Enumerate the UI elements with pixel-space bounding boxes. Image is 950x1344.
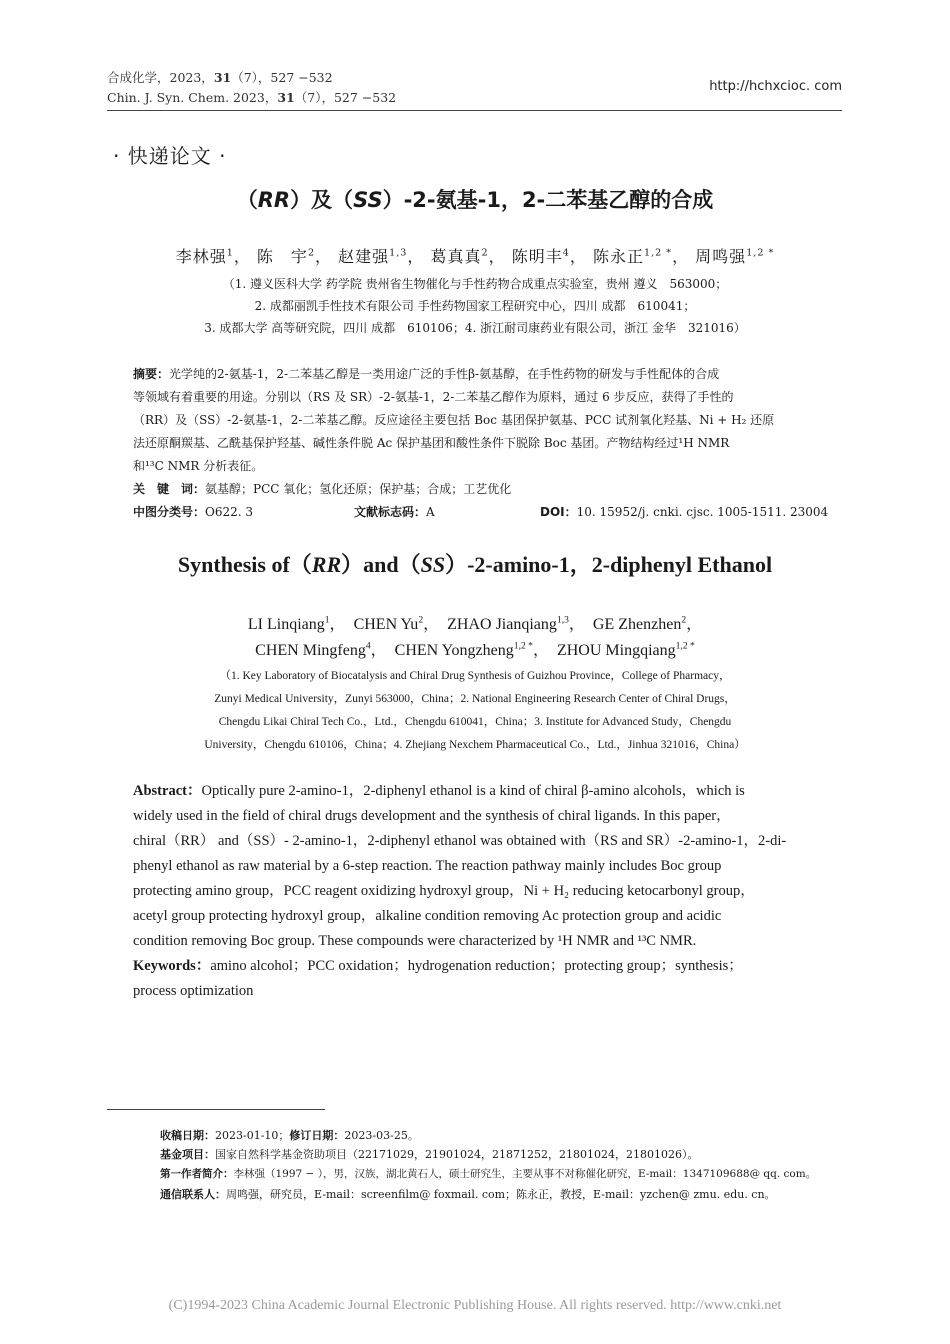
doi[interactable]: DOI：10. 15952/j. cnki. cjsc. 1005-1511. 23004 [540, 505, 829, 519]
author: 葛真真$^2$ [430, 247, 489, 266]
footnote-first-author: 第一作者简介：李林强（1997 − ），男，汉族，湖北黄石人，硕士研究生，主要从事不对称催化研究，E-mail：1347109688@ qq. com。 [160, 1168, 817, 1180]
en-abstract: Abstract：Optically pure 2-amino-1，2-diphenyl ethanol is a kind of chiral β-amino alcohols，which is widely used in the field of chiral drugs development and the synthesis of chiral ligands. In this paper， chiral（RR） and（SS）- 2-amino-1，2-diphenyl ethanol was obtained with（RS and SR）-2-amino-1，2-di- phenyl ethanol as raw material by a 6-step reaction. The reaction pathway mainly includes Boc group protecting amino group，PCC reagent oxidizing hydroxyl group，Ni + H₂ reducing ketocarbonyl group， acetyl group protecting hydroxyl group，alkaline condition removing Ac protection group and acidic condition removing Boc group. These compounds were characterized by ¹H NMR and ¹³C NMR. Keywords：amino alcohol；PCC oxidation；hydrogenation reduction；protecting group；synthesis； process optimization [133, 783, 787, 999]
cn-keywords: 关 键 词：氨基醇；PCC 氧化；氢化还原；保护基；合成；工艺优化 [133, 482, 512, 496]
author: ZHAO Jianqiang$^{1,3}$ [447, 614, 569, 633]
author: 周鸣强$^{1,2 *}$ [695, 247, 775, 266]
cn-abstract: 摘要：光学纯的2-氨基-1，2-二苯基乙醇是一类用途广泛的手性β-氨基醇，在手性药物的研发与手性配体的合成 等领域有着重要的用途。分别以（RS 及 SR）-2-氨基-1，2-二苯基乙醇作为原料，通过 6 步反应，获得了手性的 （RR）及（SS）-2-氨基-1，2-二苯基乙醇。反应途径主要包括 Boc 基团保护氨基、PCC 试剂氧化羟基、Ni + H₂ 还原 法还原酮羰基、乙酰基保护羟基、碱性条件脱 Ac 保护基团和酸性条件下脱除 Boc 基团。产物结构经过¹H NMR 和¹³C NMR 分析表征。 [133, 367, 775, 473]
author: LI Linqiang$^1$ [247, 614, 330, 633]
author: 陈明丰$^4$ [511, 247, 570, 266]
footnote-corresponding-author: 通信联系人：周鸣强，研究员，E-mail：screenfilm@ foxmail. com；陈永正，教授，E-mail：yzchen@ zmu. edu. cn。 [160, 1188, 776, 1201]
cn-authors: 李林强$^1$， 陈 宇$^2$， 赵建强$^{1,3}$， 葛真真$^2$， 陈明丰$^4$， 陈永正$^{1,2 *}$， 周鸣强$^{1,2 *}$ [175, 247, 775, 266]
cn-title: （RR）及（SS）-2-氨基-1，2-二苯基乙醇的合成 [236, 188, 714, 212]
en-keywords-label: Keywords： [133, 958, 211, 974]
document-code: 文献标志码：A [354, 505, 435, 519]
author: 赵建强$^{1,3}$ [338, 247, 408, 266]
en-affiliation-line: （1. Key Laboratory of Biocatalysis and Chiral Drug Synthesis of Guizhou Province，College of Pharmacy， [219, 670, 731, 682]
author: ZHOU Mingqiang$^{1,2 *}$ [556, 640, 695, 659]
en-abstract-label: Abstract： [133, 783, 202, 799]
cn-affiliation-line: 2. 成都丽凯手性技术有限公司 手性药物国家工程研究中心，四川 成都 610041； [254, 299, 696, 313]
en-authors-line2: CHEN Mingfeng$^4$， CHEN Yongzheng$^{1,2 *}$， ZHOU Mingqiang$^{1,2 *}$ [255, 640, 695, 659]
en-affiliation-line: Chengdu Likai Chiral Tech Co.，Ltd.，Chengdu 610041，China；3. Institute for Advanced Study，Chengdu [218, 716, 732, 728]
journal-citation-en: Chin. J. Syn. Chem. 2023，31（7），527 −532 [107, 90, 397, 105]
copyright-notice: (C)1994-2023 China Academic Journal Electronic Publishing House. All rights reserved. http://www.cnki.net [168, 1298, 782, 1313]
footnote-rule [107, 1109, 325, 1110]
cn-affiliation-line: （1. 遵义医科大学 药学院 贵州省生物催化与手性药物合成重点实验室，贵州 遵义 563000； [222, 277, 728, 291]
en-affiliation-line: University，Chengdu 610106，China；4. Zhejiang Nexchem Pharmaceutical Co.，Ltd.，Jinhua 321016，China） [204, 739, 746, 751]
author: CHEN Yu$^2$ [353, 614, 424, 633]
author: 李林强$^1$ [175, 247, 234, 266]
clc-number: 中图分类号：O622. 3 [133, 505, 254, 519]
journal-citation-cn: 合成化学，2023，31（7），527 −532 [107, 70, 333, 85]
author: 陈 宇$^2$ [256, 247, 316, 266]
column-label: · 快递论文 · [113, 144, 227, 168]
footnote-received-date: 收稿日期：2023-01-10；修订日期：2023-03-25。 [160, 1129, 419, 1142]
author: GE Zhenzhen$^2$ [592, 614, 687, 633]
cn-affiliation-line: 3. 成都大学 高等研究院，四川 成都 610106；4. 浙江耐司康药业有限公司，浙江 金华 321016） [204, 321, 746, 335]
author: 陈永正$^{1,2 *}$ [592, 247, 673, 266]
journal-url[interactable]: http://hchxcioc. com [709, 79, 842, 94]
header-rule [107, 110, 842, 111]
author: CHEN Mingfeng$^4$ [255, 640, 371, 659]
author: CHEN Yongzheng$^{1,2 *}$ [394, 640, 533, 659]
en-authors-line1: LI Linqiang$^1$， CHEN Yu$^2$， ZHAO Jianqiang$^{1,3}$， GE Zhenzhen$^2$， [247, 614, 703, 633]
footnote-funding: 基金项目：国家自然科学基金资助项目（22171029，21901024，21871252，21801024，21801026）。 [160, 1148, 699, 1161]
en-affiliation-line: Zunyi Medical University，Zunyi 563000，China；2. National Engineering Research Center of Chiral Drugs， [214, 693, 736, 705]
en-title: Synthesis of（RR）and（SS）-2-amino-1，2-diphenyl Ethanol [177, 552, 773, 577]
cn-abstract-label: 摘要： [133, 367, 170, 381]
